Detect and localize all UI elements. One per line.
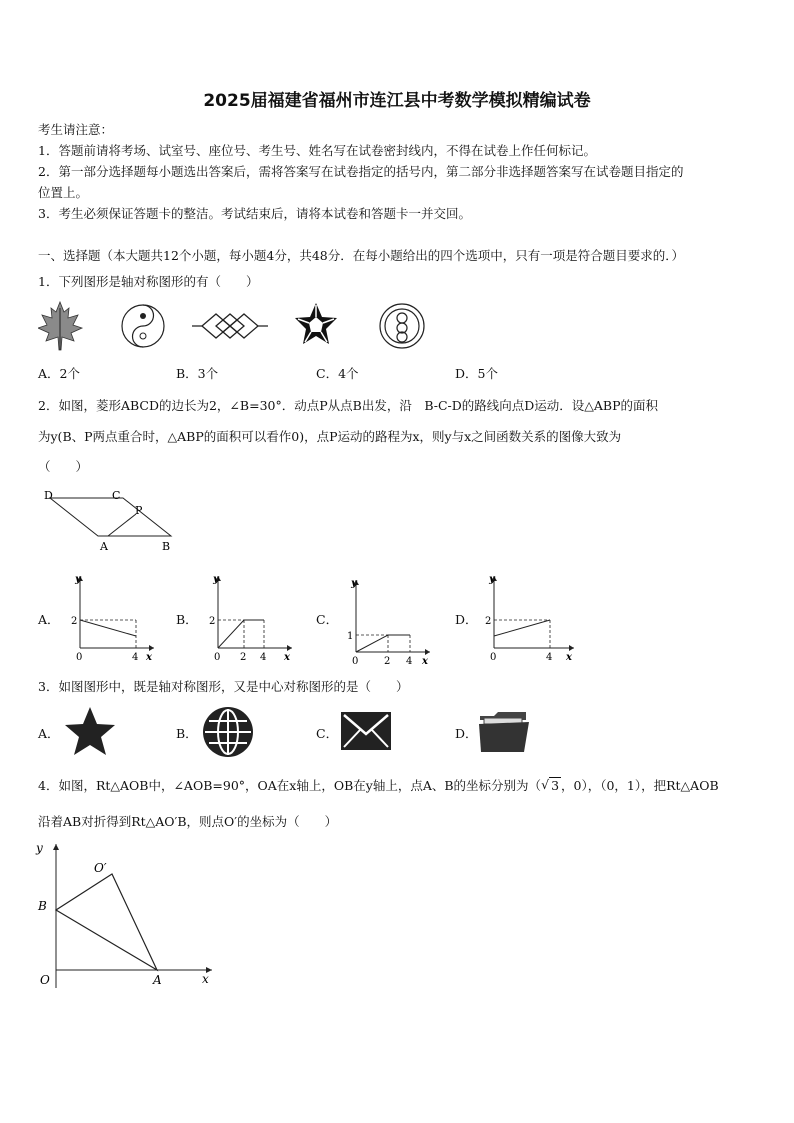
label-c: C	[112, 489, 121, 502]
axis-label-y: y	[489, 574, 495, 585]
sqrt-symbol: √ 3	[541, 777, 560, 793]
tick-label: 4	[406, 656, 413, 666]
tick-label: 2	[71, 616, 78, 627]
notice-item: 位置上。	[38, 185, 89, 200]
q3-option-d[interactable]: D．	[455, 726, 478, 741]
q1-option-a[interactable]: A．2个	[38, 366, 80, 381]
q1-stem: 1．下列图形是轴对称图形的有（ ）	[38, 274, 259, 289]
pentagon-flower-icon	[295, 303, 337, 344]
q2-graph-a	[66, 570, 158, 664]
tick-label: 4	[260, 652, 267, 663]
tick-label: 2	[240, 652, 247, 663]
axis-label-x: x	[566, 652, 572, 663]
q3-option-a[interactable]: A．	[38, 726, 60, 741]
tick-label: 1	[347, 631, 354, 642]
q2-stem-line3: （ ）	[38, 459, 89, 474]
origin-label: 0	[214, 652, 221, 663]
sqrt-content: 3	[551, 778, 560, 793]
label-a: A	[100, 540, 108, 553]
q4-stem-line1	[38, 776, 719, 794]
globe-icon	[200, 704, 256, 760]
q4-coordinate-figure	[34, 838, 219, 998]
label-d: D	[44, 489, 53, 502]
q2-option-c[interactable]: C．	[316, 612, 339, 627]
q1-option-d[interactable]: D．5个	[455, 366, 498, 381]
tick-label: 4	[546, 652, 553, 663]
q3-option-c[interactable]: C．	[316, 726, 339, 741]
q2-option-b[interactable]: B．	[176, 612, 198, 627]
q3-stem: 3．如图图形中，既是轴对称图形，又是中心对称图形的是（ ）	[38, 679, 409, 694]
q3-option-b[interactable]: B．	[176, 726, 198, 741]
axis-label-x: x	[422, 656, 428, 666]
label-a: A	[153, 973, 162, 987]
tick-label: 4	[132, 652, 139, 663]
q1-option-c[interactable]: C．4个	[316, 366, 359, 381]
q2-graph-d	[480, 570, 580, 664]
tick-label: 2	[209, 616, 216, 627]
notice-item: 2．第一部分选择题每小题选出答案后，需将答案写在试卷指定的括号内，第二部分非选择题答案写在试卷题目指定的	[38, 164, 684, 179]
label-b: B	[162, 540, 171, 553]
folder-icon	[476, 706, 532, 758]
axis-label-y: y	[36, 841, 43, 855]
q2-stem-line2: 为y(B、P两点重合时，△ABP的面积可以看作0)，点P运动的路程为x，则y与x之间函数关系的图像大致为	[38, 429, 622, 444]
stacked-circles-icon	[380, 304, 424, 348]
origin-label: 0	[352, 656, 359, 666]
axis-label-x: x	[284, 652, 290, 663]
yin-yang-icon	[122, 305, 164, 347]
notice-item: 1．答题前请将考场、试室号、座位号、考生号、姓名写在试卷密封线内，不得在试卷上作任何标记。	[38, 143, 596, 158]
axis-label-y: y	[351, 578, 357, 589]
axis-label-y: y	[213, 574, 219, 585]
q4-stem-line1-end: ，0），（0，1），把Rt△AOB	[561, 778, 719, 793]
label-o: O	[40, 973, 50, 987]
maple-leaf-icon	[38, 302, 82, 350]
label-o-prime: O′	[94, 861, 107, 875]
q2-graph-c	[342, 572, 434, 666]
page-title: 2025届福建省福州市连江县中考数学模拟精编试卷	[203, 91, 591, 111]
q4-stem-line1-start: 4．如图，Rt△AOB中，∠AOB=90°，OA在x轴上，OB在y轴上，点A、B的坐标分别为（	[38, 778, 542, 793]
q1-option-b[interactable]: B．3个	[176, 366, 219, 381]
chinese-knot-icon	[192, 314, 268, 338]
q2-option-d[interactable]: D．	[455, 612, 478, 627]
notice-item: 3．考生必须保证答题卡的整洁。考试结束后，请将本试卷和答题卡一并交回。	[38, 206, 471, 221]
axis-label-x: x	[146, 652, 152, 663]
q4-stem-line2: 沿着AB对折得到Rt△AO′B，则点O′的坐标为（ ）	[38, 814, 338, 829]
tick-label: 2	[485, 616, 492, 627]
origin-label: 0	[76, 652, 83, 663]
axis-label-y: y	[75, 574, 81, 585]
label-b: B	[38, 899, 47, 913]
origin-label: 0	[490, 652, 497, 663]
tick-label: 2	[384, 656, 391, 666]
q2-graph-b	[204, 570, 296, 664]
q2-stem-line1: 2．如图，菱形ABCD的边长为2，∠B=30°．动点P从点B出发，沿 B-C-D的路线向点D运动．设△ABP的面积	[38, 398, 659, 413]
notice-heading: 考生请注意：	[38, 122, 114, 137]
axis-label-x: x	[202, 972, 209, 986]
q2-rhombus-figure	[38, 486, 188, 558]
envelope-icon	[338, 708, 394, 756]
q1-figures	[38, 298, 428, 356]
star-icon	[62, 704, 118, 760]
label-p: P	[135, 504, 143, 517]
section-heading: 一、选择题（本大题共12个小题，每小题4分，共48分．在每小题给出的四个选项中，只有一项是符合题目要求的．）	[38, 248, 685, 263]
q2-option-a[interactable]: A．	[38, 612, 60, 627]
